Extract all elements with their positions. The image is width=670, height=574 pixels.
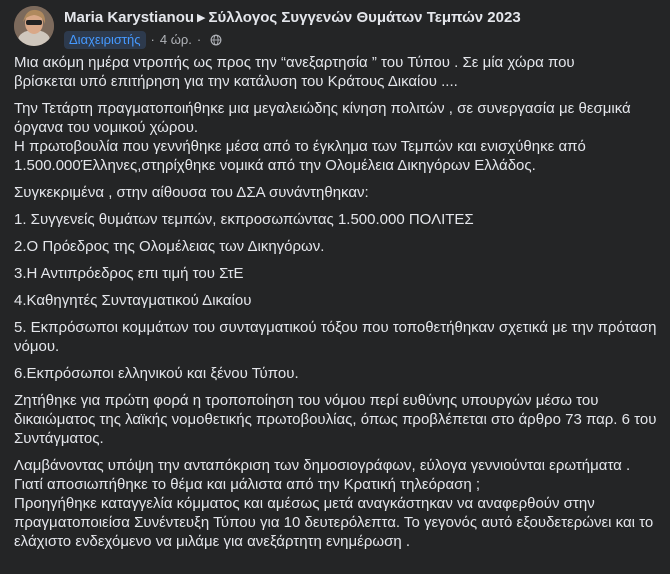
post-paragraph: Μια ακόμη ημέρα ντροπής ως προς την “ανεξαρτησία ” του Τύπου . Σε μία χώρα που βρίσκεται υπό επιτήρηση για την κατάλυση του Κράτους Δικαίου .... <box>14 54 575 90</box>
post-paragraph: Ζητήθηκε για πρώτη φορά η τροποποίηση του νόμου περί ευθύνης υπουργών μέσω του δικαιώματος της λαϊκής νομοθετικής πρωτοβουλίας, όπως προβλέπεται στο άρθρο 73 παρ. 6 του Συντάγματος. <box>14 392 657 447</box>
author-name[interactable]: Maria Karystianou <box>64 9 195 26</box>
post-paragraph: Λαμβάνοντας υπόψη την ανταπόκριση των δημοσιογράφων, εύλογα γεννιούνται ερωτήματα . Γιατί αποσιωπήθηκε το θέμα και μάλιστα από την Κρατική τηλεόραση ; Προηγήθηκε καταγγελία κόμματος και αμέσως μετά αναγκάστηκαν να αναφερθούν στην πραγματοποιείσα Συνέντευξη Τύπου για 10 δευτερόλεπτα. Το γεγονός αυτό εξουδετερώνει και το ελάχιστο ενδεχόμενο να μιλάμε για ανεξάρτητη ενημέρωση . <box>14 457 654 550</box>
meta-separator: · <box>150 32 155 47</box>
header-text <box>64 8 656 49</box>
role-badge: Διαχειριστής <box>64 31 146 49</box>
post-list-item: 6.Εκπρόσωποι ελληνικού και ξένου Τύπου. <box>14 365 299 382</box>
avatar[interactable] <box>14 6 54 46</box>
globe-icon <box>210 34 222 46</box>
meta-separator-2: · <box>196 32 202 47</box>
post-list-item: 5. Εκπρόσωποι κομμάτων του συνταγματικού τόξου που τοποθετήθηκαν σχετικά με την πρόταση νόμου. <box>14 319 657 355</box>
post-list-item: 3.Η Αντιπρόεδρος επι τιμή του ΣτΕ <box>14 265 244 282</box>
post-list-item: 1. Συγγενείς θυμάτων τεμπών, εκπροσωπώντας 1.500.000 ΠΟΛΙΤΕΣ <box>14 211 474 228</box>
group-name[interactable]: Σύλλογος Συγγενών Θυμάτων Τεμπών 2023 <box>208 9 521 26</box>
post-list-item: 2.Ο Πρόεδρος της Ολομέλειας των Δικηγόρων. <box>14 238 325 255</box>
meta-line <box>64 31 656 49</box>
post-list-item: 4.Καθηγητές Συνταγματικού Δικαίου <box>14 292 252 309</box>
arrow-right-icon: ▶ <box>197 12 206 24</box>
timestamp[interactable]: 4 ώρ. <box>159 32 192 47</box>
post-paragraph: Συγκεκριμένα , στην αίθουσα του ΔΣΑ συνάντηθηκαν: <box>14 184 369 201</box>
avatar-image <box>14 6 54 46</box>
post-header <box>14 6 656 46</box>
author-line <box>64 8 656 29</box>
post-body <box>14 53 659 559</box>
post-paragraph: Την Τετάρτη πραγματοποιήθηκε μια μεγαλειώδης κίνηση πολιτών , σε συνεργασία με θεσμικά όργανα του νομικού χώρου. Η πρωτοβουλία που γεννήθηκε μέσα από το έγκλημα των Τεμπών και ενισχύθηκε από 1.500.000Έλληνες,στηρίχθηκε νομικά από την Ολομέλεια Δικηγόρων Ελλάδος. <box>14 100 631 174</box>
